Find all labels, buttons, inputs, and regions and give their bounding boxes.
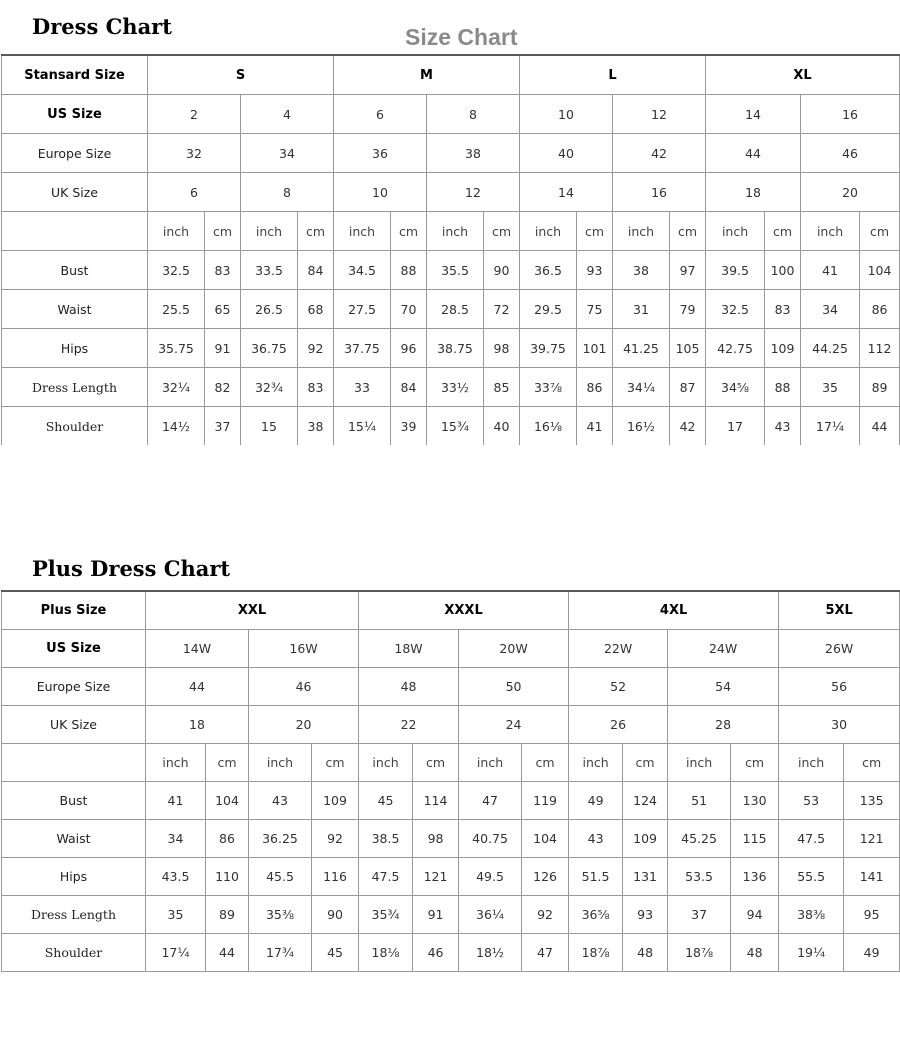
shoulder-value: 38 [298,407,334,446]
hips-value: 36.75 [241,329,298,368]
standard-size-label: Stansard Size [2,55,148,95]
bust-value: 33.5 [241,251,298,290]
uk-size-row [2,173,900,212]
shoulder-value: 18⅞ [569,934,623,972]
uk-size-label: UK Size [2,706,146,744]
shoulder-value: 44 [860,407,900,446]
hips-value: 109 [765,329,801,368]
unit-cm: cm [623,744,668,782]
us-size-value: 10 [520,95,613,134]
dress-length-value: 35¾ [359,896,413,934]
shoulder-value: 17 [706,407,765,446]
unit-inch: inch [427,212,484,251]
hips-value: 45.5 [249,858,312,896]
unit-cm: cm [670,212,706,251]
bust-value: 47 [459,782,522,820]
bust-value: 104 [860,251,900,290]
bust-value: 104 [206,782,249,820]
dress-length-value: 34⅝ [706,368,765,407]
hips-label: Hips [2,858,146,896]
waist-value: 121 [844,820,900,858]
uk-size-value: 12 [427,173,520,212]
waist-value: 65 [205,290,241,329]
europe-size-value: 54 [668,668,779,706]
europe-size-value: 52 [569,668,668,706]
shoulder-label: Shoulder [2,934,146,972]
uk-size-value: 18 [146,706,249,744]
unit-inch: inch [249,744,312,782]
shoulder-value: 40 [484,407,520,446]
hips-value: 101 [577,329,613,368]
unit-inch: inch [706,212,765,251]
dress-length-value: 36⅝ [569,896,623,934]
bust-value: 35.5 [427,251,484,290]
bust-row [2,251,900,290]
shoulder-value: 44 [206,934,249,972]
bust-value: 83 [205,251,241,290]
hips-value: 126 [522,858,569,896]
dress-length-value: 91 [413,896,459,934]
unit-inch: inch [520,212,577,251]
waist-value: 72 [484,290,520,329]
unit-cm: cm [484,212,520,251]
bust-value: 84 [298,251,334,290]
shoulder-value: 39 [391,407,427,446]
us-size-value: 24W [668,630,779,668]
us-size-row [2,630,900,668]
hips-value: 53.5 [668,858,731,896]
hips-value: 116 [312,858,359,896]
waist-value: 40.75 [459,820,522,858]
shoulder-value: 42 [670,407,706,446]
hips-label: Hips [2,329,148,368]
bust-value: 39.5 [706,251,765,290]
shoulder-value: 19¼ [779,934,844,972]
unit-inch: inch [359,744,413,782]
shoulder-value: 18½ [459,934,522,972]
waist-value: 45.25 [668,820,731,858]
size-letter: XXL [146,591,359,630]
unit-inch: inch [801,212,860,251]
shoulder-value: 15¾ [427,407,484,446]
europe-size-label: Europe Size [2,668,146,706]
unit-cm: cm [731,744,779,782]
dress-length-value: 33½ [427,368,484,407]
uk-size-row [2,706,900,744]
us-size-value: 20W [459,630,569,668]
shoulder-value: 17¾ [249,934,312,972]
shoulder-value: 18⅞ [668,934,731,972]
bust-value: 100 [765,251,801,290]
bust-value: 41 [146,782,206,820]
shoulder-value: 16⅛ [520,407,577,446]
dress-length-value: 94 [731,896,779,934]
unit-inch: inch [459,744,522,782]
shoulder-value: 14½ [148,407,205,446]
europe-size-value: 56 [779,668,900,706]
waist-value: 109 [623,820,668,858]
unit-inch: inch [334,212,391,251]
waist-value: 115 [731,820,779,858]
unit-cm: cm [765,212,801,251]
plus-dress-chart-heading: Plus Dress Chart [32,556,231,581]
us-size-value: 16 [801,95,900,134]
us-size-value: 4 [241,95,334,134]
us-size-label: US Size [2,630,146,668]
size-letter: XXXL [359,591,569,630]
unit-row-blank [2,212,148,251]
size-letter: L [520,55,706,95]
size-letter: 4XL [569,591,779,630]
waist-value: 25.5 [148,290,205,329]
unit-row-blank [2,744,146,782]
bust-value: 43 [249,782,312,820]
waist-value: 79 [670,290,706,329]
bust-value: 93 [577,251,613,290]
europe-size-value: 42 [613,134,706,173]
dress-length-value: 35 [146,896,206,934]
bust-value: 41 [801,251,860,290]
bust-value: 34.5 [334,251,391,290]
hips-value: 112 [860,329,900,368]
uk-size-value: 14 [520,173,613,212]
waist-label: Waist [2,290,148,329]
bust-label: Bust [2,782,146,820]
size-letter: S [148,55,334,95]
size-header-row [2,55,900,95]
dress-length-value: 33⅞ [520,368,577,407]
bust-value: 51 [668,782,731,820]
hips-value: 92 [298,329,334,368]
shoulder-value: 37 [205,407,241,446]
hips-value: 44.25 [801,329,860,368]
us-size-label: US Size [2,95,148,134]
uk-size-value: 20 [801,173,900,212]
hips-value: 49.5 [459,858,522,896]
europe-size-row [2,134,900,173]
hips-value: 98 [484,329,520,368]
dress-length-label: Dress Length [2,896,146,934]
us-size-value: 26W [779,630,900,668]
bust-value: 97 [670,251,706,290]
hips-value: 131 [623,858,668,896]
waist-value: 38.5 [359,820,413,858]
bust-value: 49 [569,782,623,820]
waist-value: 32.5 [706,290,765,329]
unit-cm: cm [413,744,459,782]
hips-value: 91 [205,329,241,368]
dress-length-value: 93 [623,896,668,934]
waist-value: 104 [522,820,569,858]
shoulder-value: 49 [844,934,900,972]
shoulder-value: 16½ [613,407,670,446]
uk-size-value: 20 [249,706,359,744]
bust-value: 90 [484,251,520,290]
uk-size-value: 22 [359,706,459,744]
unit-cm: cm [860,212,900,251]
waist-value: 75 [577,290,613,329]
waist-value: 31 [613,290,670,329]
bust-value: 32.5 [148,251,205,290]
us-size-value: 8 [427,95,520,134]
bust-value: 114 [413,782,459,820]
shoulder-row [2,934,900,972]
bust-value: 36.5 [520,251,577,290]
waist-label: Waist [2,820,146,858]
europe-size-value: 46 [801,134,900,173]
us-size-value: 18W [359,630,459,668]
waist-value: 86 [206,820,249,858]
unit-inch: inch [668,744,731,782]
uk-size-value: 16 [613,173,706,212]
dress-length-row [2,368,900,407]
europe-size-row [2,668,900,706]
unit-inch: inch [613,212,670,251]
dress-length-value: 32¼ [148,368,205,407]
dress-length-value: 82 [205,368,241,407]
unit-inch: inch [779,744,844,782]
unit-cm: cm [522,744,569,782]
dress-length-value: 90 [312,896,359,934]
dress-length-value: 35⅜ [249,896,312,934]
bust-value: 53 [779,782,844,820]
uk-size-value: 10 [334,173,427,212]
bust-value: 109 [312,782,359,820]
dress-size-table [1,54,900,445]
dress-length-value: 32¾ [241,368,298,407]
waist-value: 83 [765,290,801,329]
dress-length-value: 37 [668,896,731,934]
unit-cm: cm [312,744,359,782]
dress-length-value: 35 [801,368,860,407]
waist-row [2,820,900,858]
waist-value: 28.5 [427,290,484,329]
shoulder-value: 48 [623,934,668,972]
dress-length-value: 85 [484,368,520,407]
uk-size-value: 24 [459,706,569,744]
waist-value: 26.5 [241,290,298,329]
hips-row [2,329,900,368]
hips-value: 96 [391,329,427,368]
hips-value: 35.75 [148,329,205,368]
hips-value: 51.5 [569,858,623,896]
bust-value: 38 [613,251,670,290]
unit-cm: cm [391,212,427,251]
unit-cm: cm [206,744,249,782]
unit-inch: inch [569,744,623,782]
dress-length-value: 34¼ [613,368,670,407]
europe-size-value: 38 [427,134,520,173]
standard-size-label: Plus Size [2,591,146,630]
us-size-value: 16W [249,630,359,668]
size-header-row [2,591,900,630]
bust-value: 45 [359,782,413,820]
dress-length-value: 89 [860,368,900,407]
uk-size-value: 6 [148,173,241,212]
hips-value: 55.5 [779,858,844,896]
unit-inch: inch [146,744,206,782]
hips-row [2,858,900,896]
waist-value: 34 [146,820,206,858]
europe-size-value: 34 [241,134,334,173]
unit-inch: inch [148,212,205,251]
dress-length-value: 86 [577,368,613,407]
hips-value: 41.25 [613,329,670,368]
dress-length-value: 87 [670,368,706,407]
us-size-value: 22W [569,630,668,668]
us-size-value: 6 [334,95,427,134]
waist-value: 27.5 [334,290,391,329]
hips-value: 42.75 [706,329,765,368]
shoulder-value: 18⅛ [359,934,413,972]
waist-value: 43 [569,820,623,858]
us-size-value: 14W [146,630,249,668]
dress-length-value: 88 [765,368,801,407]
europe-size-value: 36 [334,134,427,173]
hips-value: 38.75 [427,329,484,368]
shoulder-value: 47 [522,934,569,972]
bust-value: 88 [391,251,427,290]
shoulder-value: 46 [413,934,459,972]
europe-size-value: 44 [146,668,249,706]
uk-size-value: 28 [668,706,779,744]
unit-cm: cm [577,212,613,251]
plus-size-table [1,590,900,972]
hips-value: 110 [206,858,249,896]
uk-size-value: 8 [241,173,334,212]
bust-row [2,782,900,820]
unit-inch: inch [241,212,298,251]
shoulder-value: 48 [731,934,779,972]
hips-value: 39.75 [520,329,577,368]
bust-label: Bust [2,251,148,290]
bust-value: 124 [623,782,668,820]
shoulder-label: Shoulder [2,407,148,446]
shoulder-value: 43 [765,407,801,446]
waist-value: 98 [413,820,459,858]
hips-value: 121 [413,858,459,896]
europe-size-value: 48 [359,668,459,706]
hips-value: 43.5 [146,858,206,896]
uk-size-value: 30 [779,706,900,744]
dress-length-value: 36¼ [459,896,522,934]
hips-value: 141 [844,858,900,896]
us-size-value: 12 [613,95,706,134]
unit-cm: cm [205,212,241,251]
waist-value: 70 [391,290,427,329]
size-letter: M [334,55,520,95]
size-chart-title: Size Chart [405,24,518,50]
unit-row [2,212,900,251]
waist-value: 47.5 [779,820,844,858]
shoulder-row [2,407,900,446]
dress-length-value: 83 [298,368,334,407]
hips-value: 37.75 [334,329,391,368]
shoulder-value: 15¼ [334,407,391,446]
dress-length-value: 33 [334,368,391,407]
dress-length-value: 38⅜ [779,896,844,934]
waist-value: 29.5 [520,290,577,329]
europe-size-value: 32 [148,134,241,173]
unit-cm: cm [844,744,900,782]
dress-length-label: Dress Length [2,368,148,407]
waist-value: 92 [312,820,359,858]
bust-value: 119 [522,782,569,820]
size-letter: 5XL [779,591,900,630]
waist-value: 36.25 [249,820,312,858]
waist-value: 68 [298,290,334,329]
dress-length-value: 89 [206,896,249,934]
uk-size-value: 18 [706,173,801,212]
hips-value: 136 [731,858,779,896]
dress-length-value: 92 [522,896,569,934]
unit-row [2,744,900,782]
bust-value: 135 [844,782,900,820]
europe-size-value: 50 [459,668,569,706]
hips-value: 47.5 [359,858,413,896]
us-size-value: 14 [706,95,801,134]
waist-value: 86 [860,290,900,329]
us-size-row [2,95,900,134]
europe-size-value: 44 [706,134,801,173]
waist-value: 34 [801,290,860,329]
shoulder-value: 15 [241,407,298,446]
hips-value: 105 [670,329,706,368]
uk-size-label: UK Size [2,173,148,212]
us-size-value: 2 [148,95,241,134]
europe-size-value: 40 [520,134,613,173]
size-letter: XL [706,55,900,95]
unit-cm: cm [298,212,334,251]
shoulder-value: 45 [312,934,359,972]
bust-value: 130 [731,782,779,820]
dress-chart-heading: Dress Chart [32,14,172,39]
shoulder-value: 17¼ [801,407,860,446]
europe-size-value: 46 [249,668,359,706]
dress-length-value: 95 [844,896,900,934]
shoulder-value: 17¼ [146,934,206,972]
europe-size-label: Europe Size [2,134,148,173]
shoulder-value: 41 [577,407,613,446]
dress-length-row [2,896,900,934]
uk-size-value: 26 [569,706,668,744]
dress-length-value: 84 [391,368,427,407]
waist-row [2,290,900,329]
